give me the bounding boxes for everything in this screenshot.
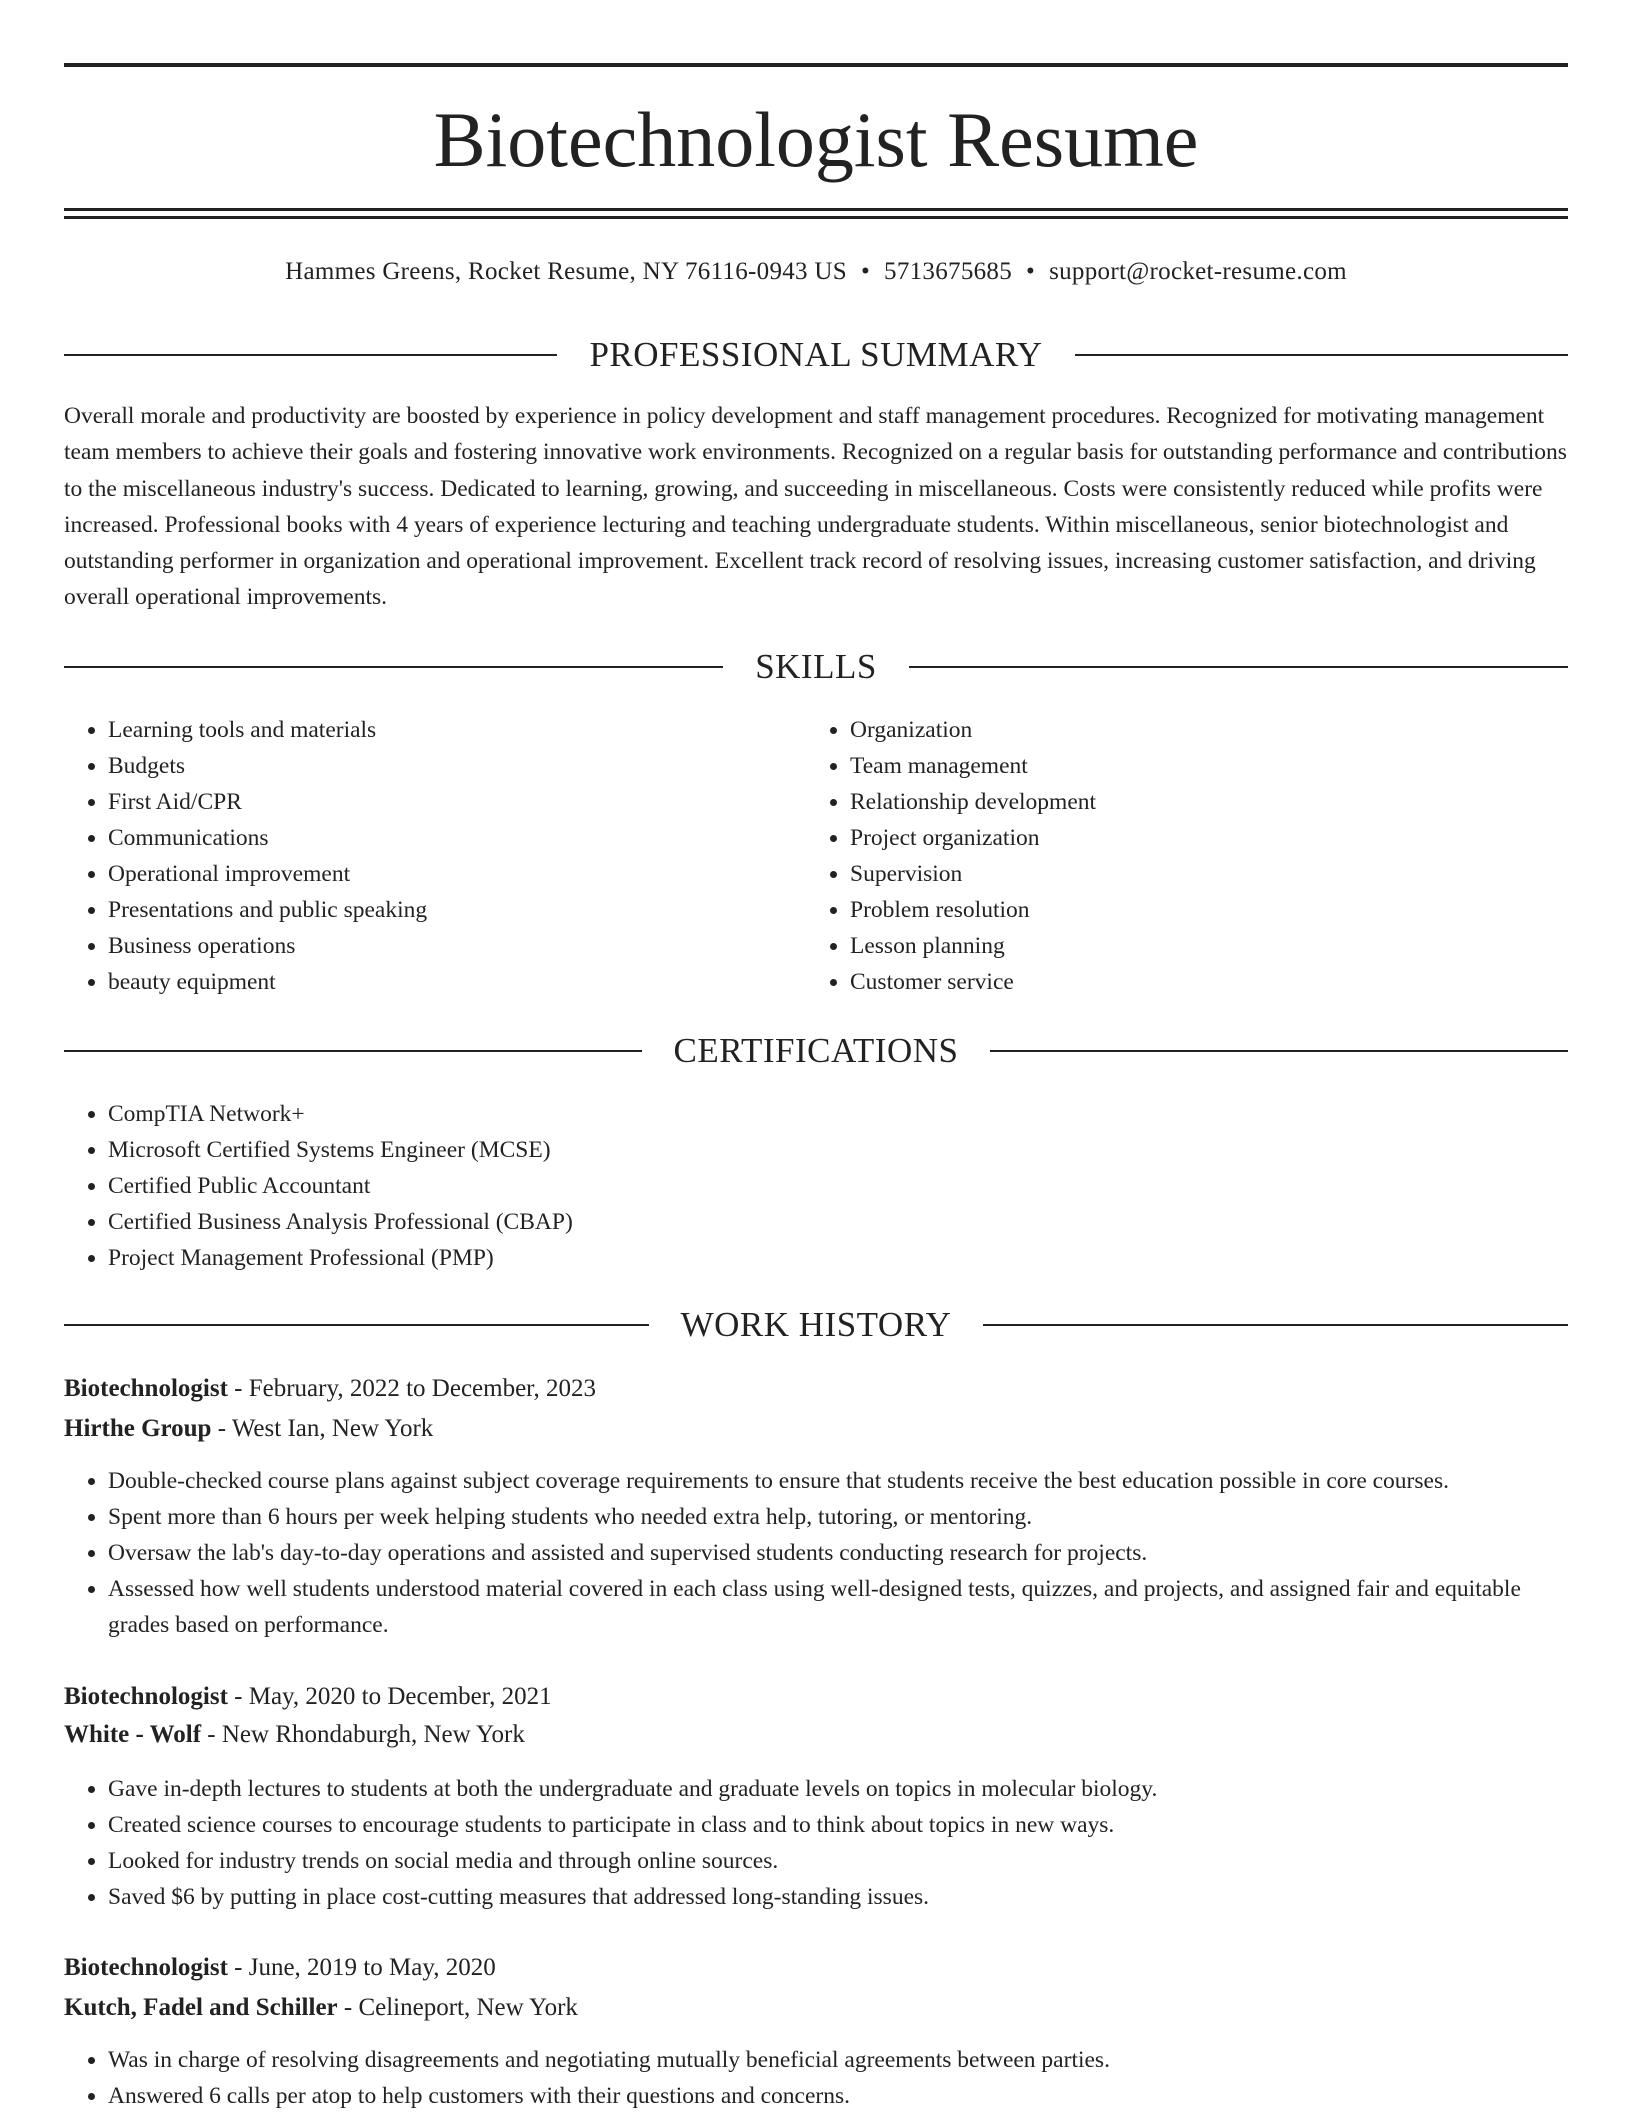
contact-separator: • xyxy=(860,258,871,285)
certification-item: • Project Management Professional (PMP) xyxy=(108,1240,1568,1276)
skill-item: • First Aid/CPR xyxy=(108,784,808,820)
job-company-line xyxy=(64,1990,1568,2026)
heading-rule-right xyxy=(990,1050,1568,1052)
heading-rule-left xyxy=(64,354,557,356)
job-bullet: • Spent more than 6 hours per week helping students who needed extra help, tutoring, or mentoring. xyxy=(108,1499,1568,1535)
job-bullet: • Answered 6 calls per atop to help customers with their questions and concerns. xyxy=(108,2078,1568,2114)
skill-item: • Problem resolution xyxy=(850,892,1550,928)
job-bullets xyxy=(64,1463,1568,1643)
certification-item: • Certified Business Analysis Professional (CBAP) xyxy=(108,1204,1568,1240)
contact-email: support@rocket-resume.com xyxy=(1049,258,1347,285)
title-rule-upper xyxy=(64,208,1568,211)
job-location: - West Ian, New York xyxy=(211,1415,434,1442)
job-bullet: • Gave in-depth lectures to students at both the undergraduate and graduate levels on topics in molecular biology. xyxy=(108,1771,1568,1807)
skill-item: • Team management xyxy=(850,748,1550,784)
certification-item: • CompTIA Network+ xyxy=(108,1096,1568,1132)
job-bullet: • Oversaw the lab's day-to-day operations and assisted and supervised students conducting research for projects. xyxy=(108,1535,1568,1571)
contact-address: Hammes Greens, Rocket Resume, NY 76116-0943 US xyxy=(285,258,847,285)
job-bullet: • Assessed how well students understood material covered in each class using well-designed tests, quizzes, and projects, and assigned fair and equitable grades based on performance. xyxy=(108,1571,1568,1643)
job-title-line xyxy=(64,1679,1568,1715)
skill-item: • Project organization xyxy=(850,820,1550,856)
job-bullet: • Saved $6 by putting in place cost-cutting measures that addressed long-standing issues. xyxy=(108,1879,1568,1915)
skill-item: • Organization xyxy=(850,712,1550,748)
skills-heading xyxy=(64,645,1568,689)
certification-item: • Microsoft Certified Systems Engineer (MCSE) xyxy=(108,1132,1568,1168)
heading-rule-left xyxy=(64,1324,649,1326)
certification-item: • Certified Public Accountant xyxy=(108,1168,1568,1204)
skills-list-right xyxy=(806,712,1550,1000)
summary-heading xyxy=(64,333,1568,377)
work-history-heading-label: WORK HISTORY xyxy=(680,1305,952,1344)
job-bullet: • Created science courses to encourage students to participate in class and to think about topics in new ways. xyxy=(108,1807,1568,1843)
job-bullet: • Looked for industry trends on social media and through online sources. xyxy=(108,1843,1568,1879)
summary-heading-label: PROFESSIONAL SUMMARY xyxy=(589,335,1043,374)
job-title-line xyxy=(64,1371,1568,1407)
job-bullets xyxy=(64,1771,1568,1915)
job-title: Biotechnologist xyxy=(64,1375,228,1402)
job-company-line xyxy=(64,1717,1568,1753)
heading-rule-left xyxy=(64,666,723,668)
job-company: Kutch, Fadel and Schiller xyxy=(64,1994,338,2021)
job-dates: - June, 2019 to May, 2020 xyxy=(227,1954,496,1981)
certifications-heading xyxy=(64,1029,1568,1073)
heading-rule-right xyxy=(909,666,1568,668)
job-company: White - Wolf xyxy=(64,1721,202,1748)
skill-item: • Supervision xyxy=(850,856,1550,892)
certifications-list xyxy=(64,1096,1568,1276)
top-rule xyxy=(64,63,1568,67)
job-bullet: • Double-checked course plans against subject coverage requirements to ensure that students receive the best education possible in core courses. xyxy=(108,1463,1568,1499)
job-company: Hirthe Group xyxy=(64,1415,212,1442)
heading-rule-left xyxy=(64,1050,642,1052)
skill-item: • Business operations xyxy=(108,928,808,964)
skill-item: • beauty equipment xyxy=(108,964,808,1000)
title-rule-lower xyxy=(64,216,1568,219)
work-history-heading xyxy=(64,1303,1568,1347)
job-title: Biotechnologist xyxy=(64,1954,228,1981)
contact-separator: • xyxy=(1026,258,1036,285)
job-title: Biotechnologist xyxy=(64,1683,228,1710)
job-company-line xyxy=(64,1411,1568,1447)
job-location: - Celineport, New York xyxy=(337,1994,578,2021)
job-title-line xyxy=(64,1950,1568,1986)
job-dates: - May, 2020 to December, 2021 xyxy=(227,1683,552,1710)
job-bullet: • Was in charge of resolving disagreements and negotiating mutually beneficial agreements between parties. xyxy=(108,2042,1568,2078)
contact-line xyxy=(64,254,1568,290)
resume-title: Biotechnologist Resume xyxy=(433,96,1199,183)
skill-item: • Budgets xyxy=(108,748,808,784)
heading-rule-right xyxy=(1075,354,1568,356)
skills-heading-label: SKILLS xyxy=(755,647,877,686)
contact-phone: 5713675685 xyxy=(884,258,1013,285)
job-dates: - February, 2022 to December, 2023 xyxy=(227,1375,597,1402)
skill-item: • Customer service xyxy=(850,964,1550,1000)
heading-rule-right xyxy=(983,1324,1568,1326)
skill-item: • Communications xyxy=(108,820,808,856)
skill-item: • Presentations and public speaking xyxy=(108,892,808,928)
skill-item: • Lesson planning xyxy=(850,928,1550,964)
skill-item: • Relationship development xyxy=(850,784,1550,820)
job-location: - New Rhondaburgh, New York xyxy=(201,1721,525,1748)
skills-list-left xyxy=(64,712,808,1000)
skill-item: • Operational improvement xyxy=(108,856,808,892)
summary-text: Overall morale and productivity are boosted by experience in policy development and staff management procedures. Recognized for motivating management team members to achieve their goals and fostering innovative work environments. Recognized on a regular basis for outstanding performance and contributions to the miscellaneous industry's success. Dedicated to learning, growing, and succeeding in miscellaneous. Costs were consistently reduced while profits were increased. Professional books with 4 years of experience lecturing and teaching undergraduate students. Within miscellaneous, senior biotechnologist and outstanding performer in organization and operational improvement. Excellent track record of resolving issues, increasing customer satisfaction, and driving overall operational improvements. xyxy=(64,403,1567,611)
job-bullets xyxy=(64,2042,1568,2114)
skill-item: • Learning tools and materials xyxy=(108,712,808,748)
certifications-heading-label: CERTIFICATIONS xyxy=(673,1031,959,1070)
